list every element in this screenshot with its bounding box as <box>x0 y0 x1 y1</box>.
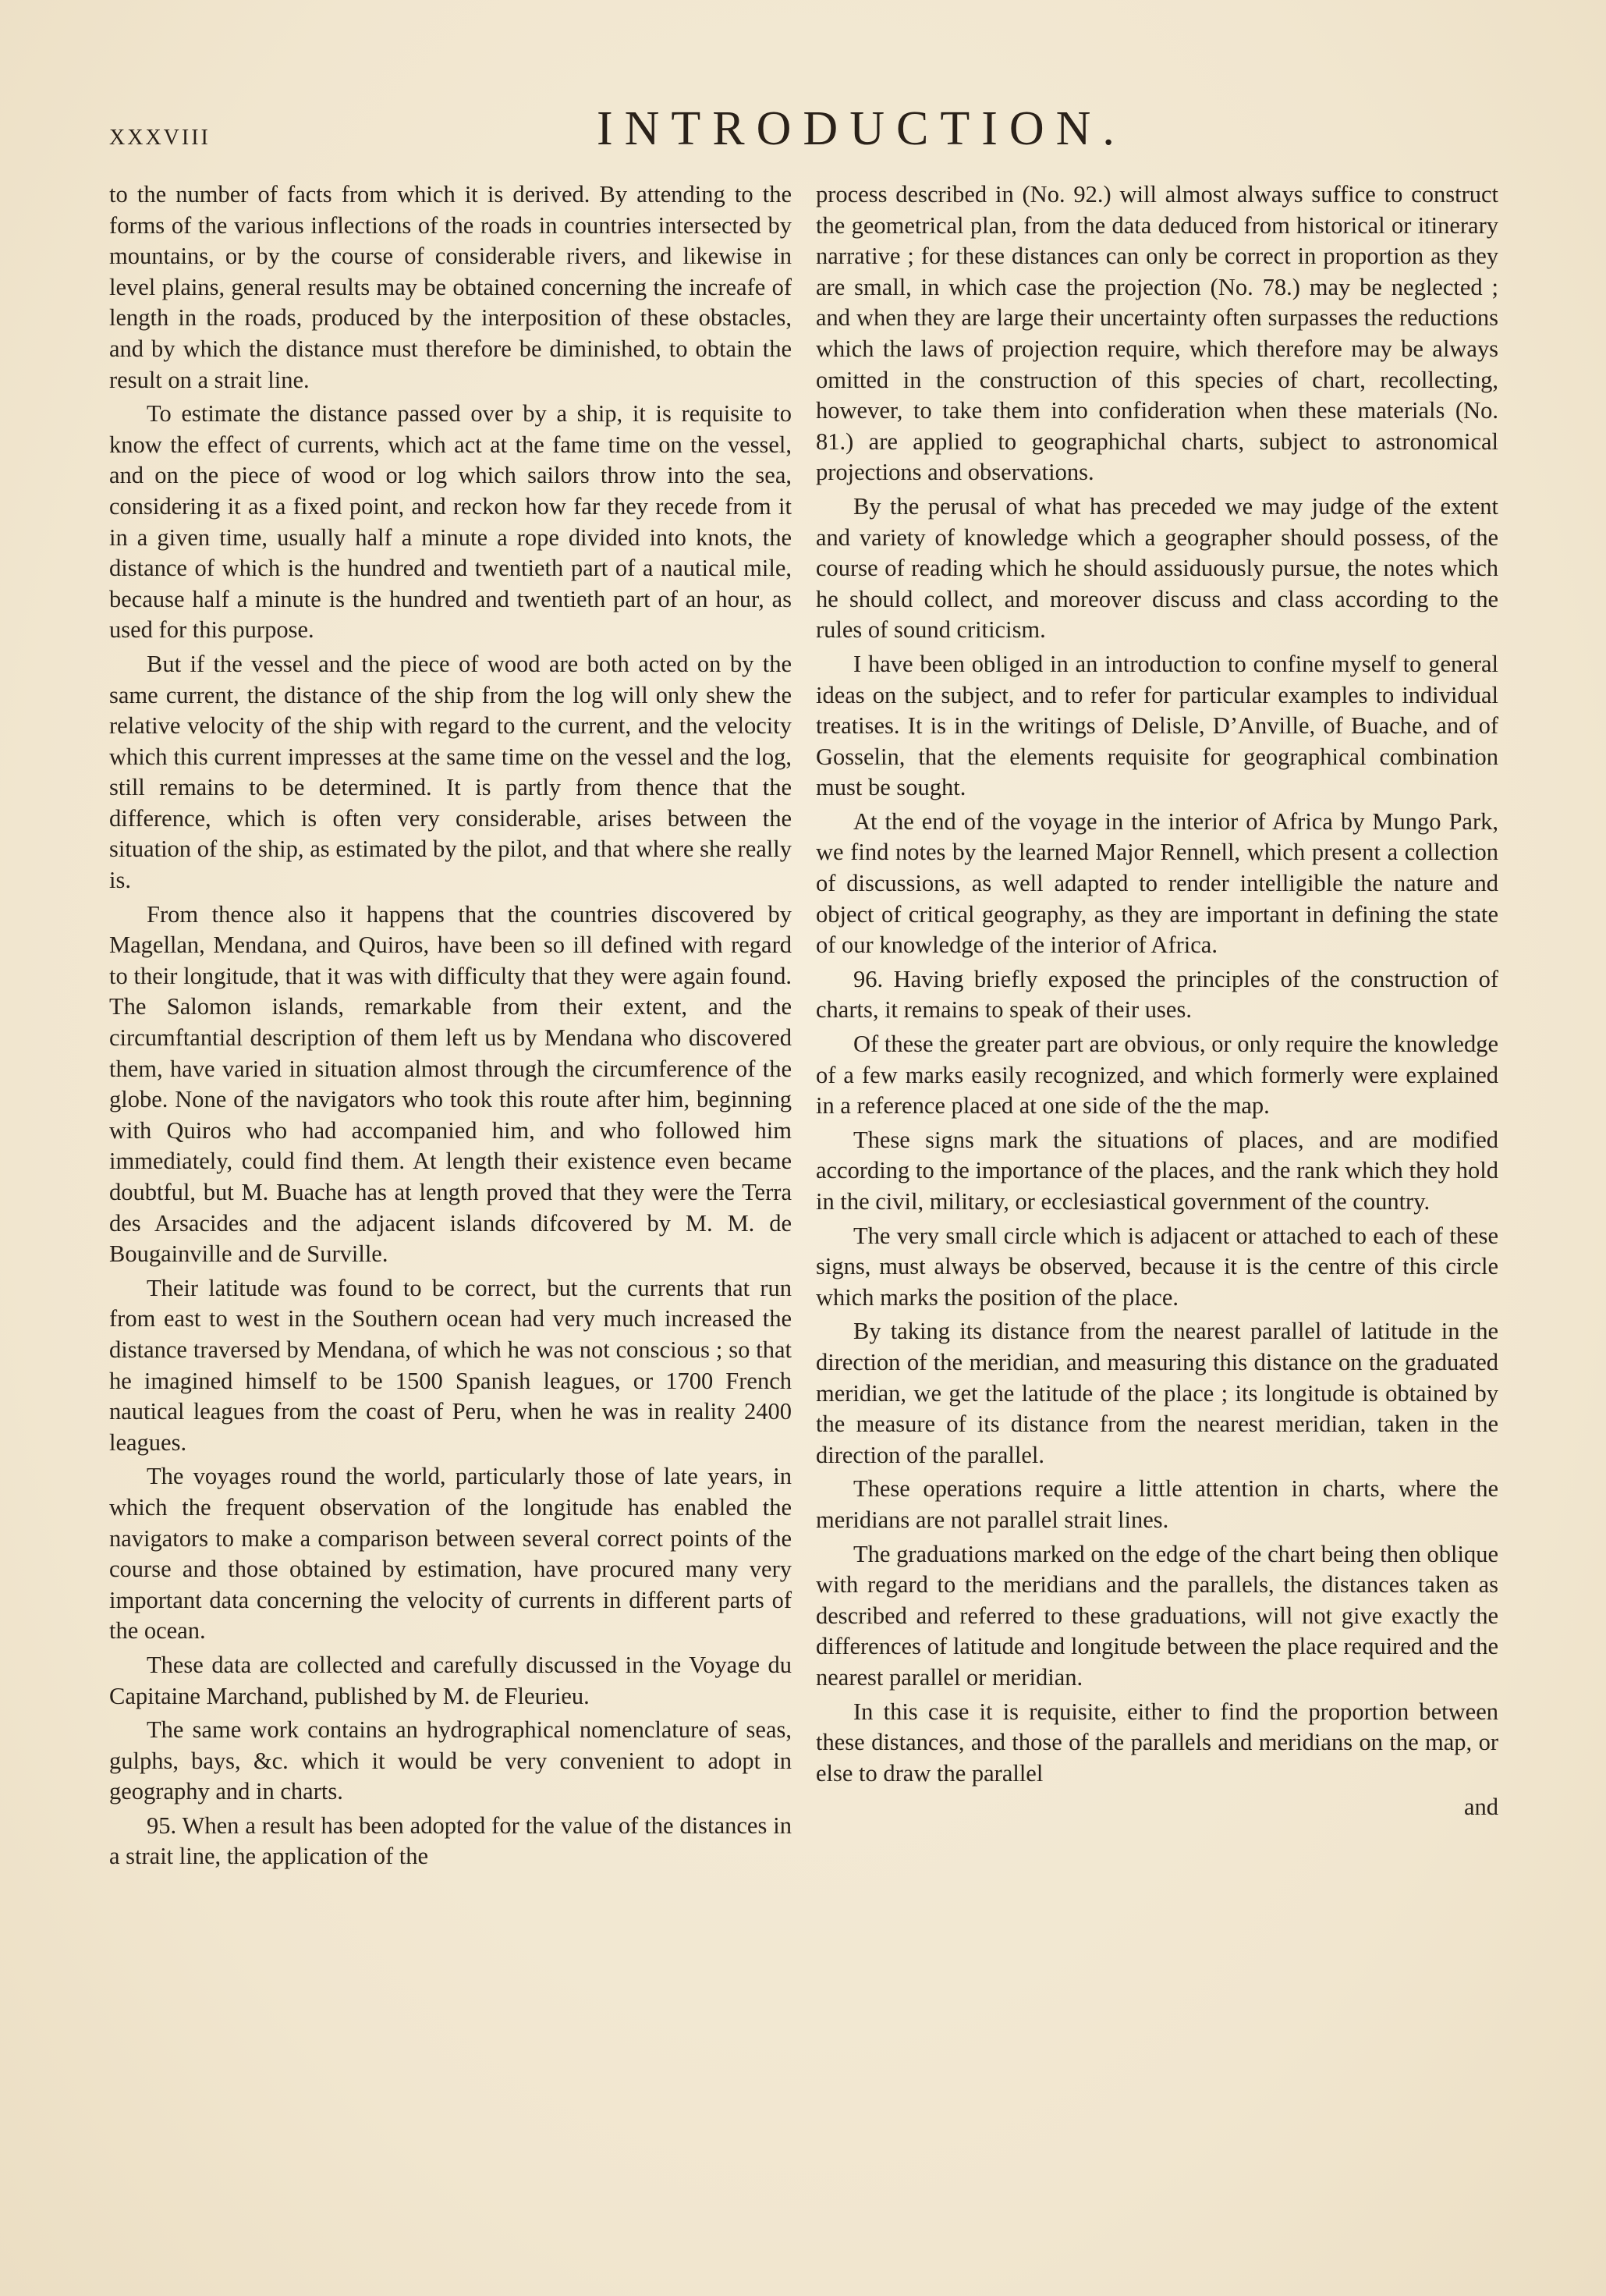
paragraph: From thence also it happens that the countries discovered by Magellan, Mendana, and Quiros, have been so ill defined with regard to their longitude, that it was with difficulty that they were again found. The Salomon islands, remarkable from their extent, and the circumftantial description of them left us by Mendana who discovered them, have varied in situation almost through the circumference of the globe. None of the navigators who took this route after him, beginning with Quiros who had accompanied him, and who followed him immediately, could find them. At length their existence even became doubtful, but M. Buache has at length proved that they were the Terra des Arsacides and the adjacent islands difcovered by M. M. de Bougainville and de Surville. <box>109 900 792 1268</box>
paragraph: The same work contains an hydrographical nomenclature of seas, gulphs, bays, &c. which it would be very convenient to adopt in geography and in charts. <box>109 1716 792 1805</box>
paragraph: These data are collected and carefully discussed in the Voyage du Capitaine Marchand, published by M. de Fleurieu. <box>109 1651 792 1709</box>
right-column <box>816 179 1498 1826</box>
paragraph: The very small circle which is adjacent or attached to each of these signs, must always be observed, because it is the centre of this circle which marks the position of the place. <box>816 1222 1498 1311</box>
running-head: INTRODUCTION. <box>597 102 1126 155</box>
paragraph: These operations require a little attention in charts, where the meridians are not parallel strait lines. <box>816 1475 1498 1533</box>
page-header <box>109 101 1497 164</box>
left-column <box>109 179 792 1875</box>
paragraph: Of these the greater part are obvious, or only require the knowledge of a few marks easily recognized, and which formerly were explained in a reference placed at one side of the the map. <box>816 1031 1498 1120</box>
paragraph: 95. When a result has been adopted for the value of the distances in a strait line, the application of the <box>109 1812 792 1870</box>
paragraph: At the end of the voyage in the interior of Africa by Mungo Park, we find notes by the learned Major Rennell, which present a collection of discussions, as well adapted to render intelligible the nature and object of critical geography, as they are important in defining the state of our knowledge of the interior of Africa. <box>816 807 1498 959</box>
page-number: xxxviii <box>109 116 211 151</box>
paragraph: I have been obliged in an introduction to confine myself to general ideas on the subject, and to refer for particular examples to individual treatises. It is in the writings of Delisle, D’Anville, of Buache, and of Gosselin, that the elements requisite for geographical combination must be sought. <box>816 650 1498 801</box>
paragraph: The graduations marked on the edge of the chart being then oblique with regard to the meridians and the parallels, the distances taken as described and referred to these graduations, will not give exactly the differences of latitude and longitude between the place required and the nearest parallel or meridian. <box>816 1540 1498 1691</box>
paragraph: These signs mark the situations of places, and are modified according to the importance of the places, and the rank which they hold in the civil, military, or ecclesiastical government of the country. <box>816 1126 1498 1215</box>
catchword: and <box>1463 1794 1498 1821</box>
paragraph: In this case it is requisite, either to find the proportion between these distances, and those of the parallels and meridians on the map, or else to draw the parallel <box>816 1698 1498 1787</box>
paragraph: The voyages round the world, particularly those of late years, in which the frequent observation of the longitude has enabled the navigators to make a comparison between several correct points of the course and those obtained by estimation, have procured many very important data concerning the velocity of currents in different parts of the ocean. <box>109 1463 792 1645</box>
paragraph: to the number of facts from which it is derived. By attending to the forms of the various inflections of the roads in countries intersected by mountains, or by the course of considerable rivers, and likewise in level plains, general results may be obtained concerning the increafe of length in the roads, produced by the interposition of these obstacles, and by which the distance must therefore be diminished, to obtain the result on a strait line. <box>109 181 792 393</box>
paragraph: By the perusal of what has preceded we may judge of the extent and variety of knowledge which a geographer should possess, of the course of reading which he should assiduously pursue, the notes which he should collect, and moreover discuss and class according to the rules of sound criticism. <box>816 492 1498 644</box>
paragraph: 96. Having briefly exposed the principles of the construction of charts, it remains to speak of their uses. <box>816 965 1498 1024</box>
paragraph: To estimate the distance passed over by a ship, it is requisite to know the effect of currents, which act at the fame time on the vessel, and on the piece of wood or log which sailors throw into the sea, considering it as a fixed point, and reckon how far they recede from it in a given time, usually half a minute a rope divided into knots, the distance of which is the hundred and twentieth part of a nautical mile, because half a minute is the hundred and twentieth part of an hour, as used for this purpose. <box>109 400 792 644</box>
paragraph: By taking its distance from the nearest parallel of latitude in the direction of the meridian, and measuring this distance on the graduated meridian, we get the latitude of the place ; its longitude is obtained by the measure of its distance from the nearest meridian, taken in the direction of the parallel. <box>816 1318 1498 1468</box>
paragraph: process described in (No. 92.) will almost always suffice to construct the geometrical plan, from the data deduced from historical or itinerary narrative ; for these distances can only be correct in proportion as they are small, in which case the projection (No. 78.) may be neglected ; and when they are large their uncertainty often surpasses the reductions which the laws of projection require, which therefore may be always omitted in the construction of this species of chart, recollecting, however, to take them into confideration when these materials (No. 81.) are applied to geographichal charts, subject to astronomical projections and observations. <box>816 181 1498 486</box>
paragraph: Their latitude was found to be correct, but the currents that run from east to west in the Southern ocean had very much increased the distance traversed by Mendana, of which he was not conscious ; so that he imagined himself to be 1500 Spanish leagues, or 1700 French nautical leagues from the coast of Peru, when he was in reality 2400 leagues. <box>109 1274 792 1456</box>
paragraph: But if the vessel and the piece of wood are both acted on by the same current, the distance of the ship from the log will only shew the relative velocity of the ship with regard to the current, and the velocity which this current impresses at the same time on the vessel and the log, still remains to be determined. It is partly from thence that the difference, which is often very considerable, arises between the situation of the ship, as estimated by the pilot, and that where she really is. <box>109 650 792 894</box>
